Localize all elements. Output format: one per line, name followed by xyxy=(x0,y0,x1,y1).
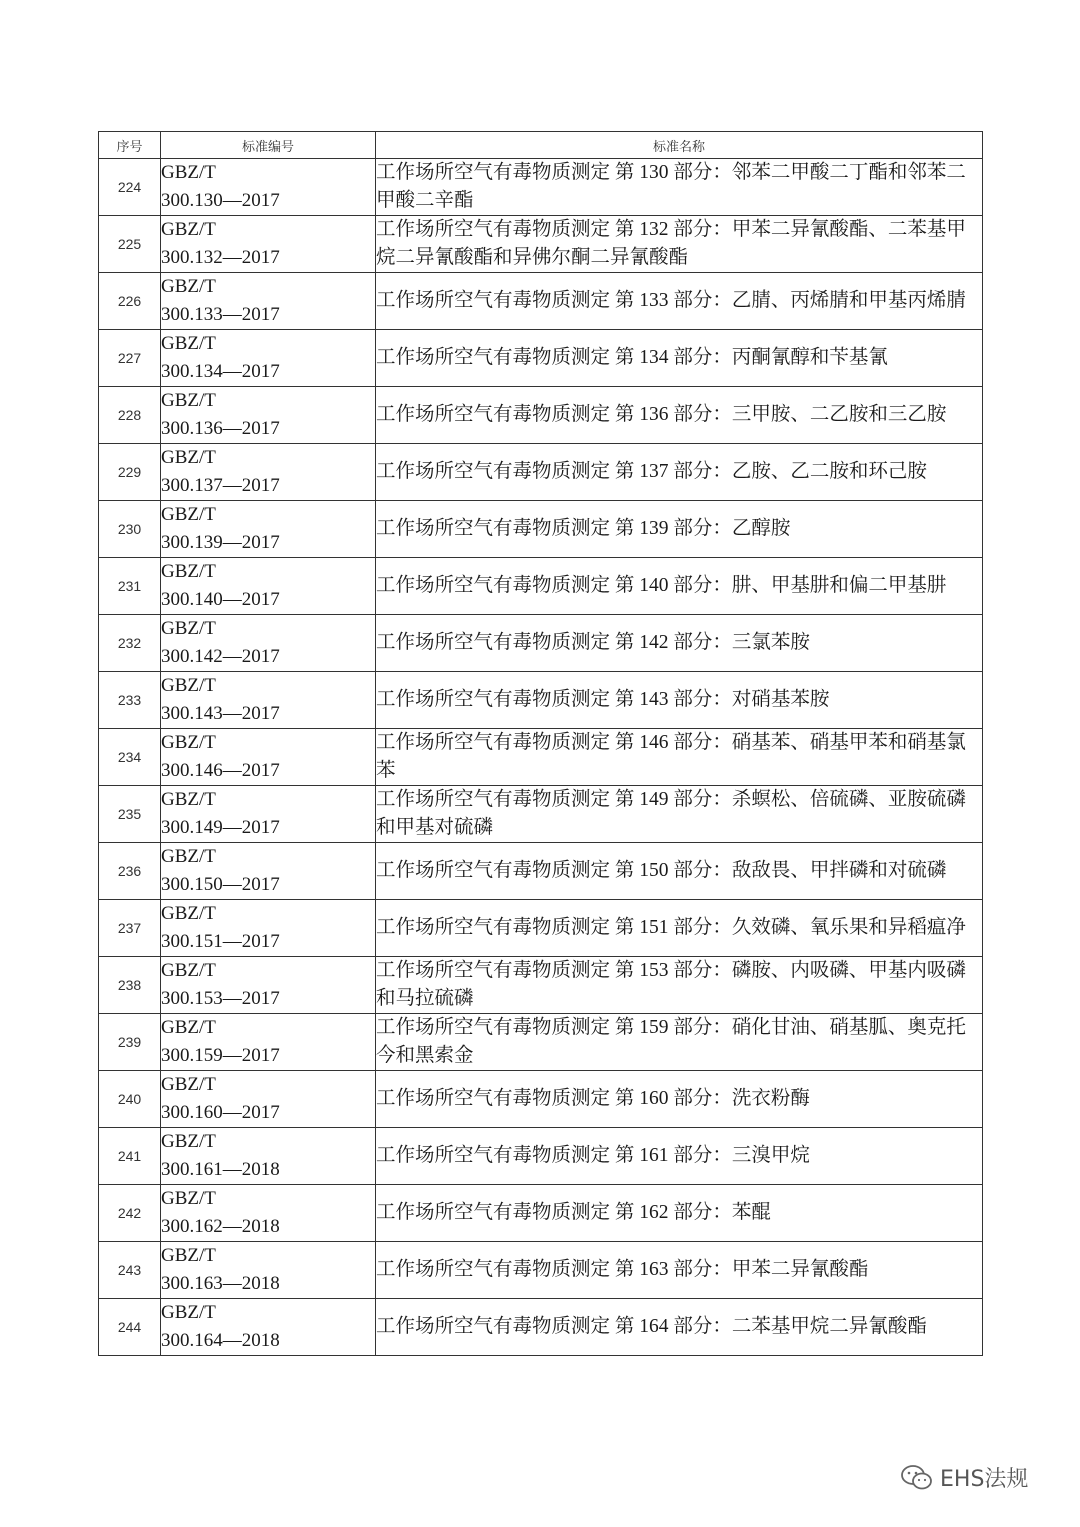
standards-table xyxy=(98,131,983,1356)
standard-code-prefix: GBZ/T xyxy=(161,1017,216,1038)
standard-code-prefix: GBZ/T xyxy=(161,846,216,867)
row-index: 225 xyxy=(99,216,161,273)
standard-code-number: 300.149—2017 xyxy=(161,817,280,838)
standard-code-number: 300.137—2017 xyxy=(161,475,280,496)
standard-name: 工作场所空气有毒物质测定 第 132 部分：甲苯二异氰酸酯、二苯基甲烷二异氰酸酯和异佛尔酮二异氰酸酯 xyxy=(376,216,983,273)
standard-name: 工作场所空气有毒物质测定 第 162 部分：苯醌 xyxy=(376,1185,983,1242)
standard-code-prefix: GBZ/T xyxy=(161,1245,216,1266)
row-index: 239 xyxy=(99,1014,161,1071)
standard-name: 工作场所空气有毒物质测定 第 136 部分：三甲胺、二乙胺和三乙胺 xyxy=(376,387,983,444)
table-row xyxy=(99,1299,983,1356)
standard-code-number: 300.161—2018 xyxy=(161,1159,280,1180)
table-row xyxy=(99,729,983,786)
standard-code-number: 300.146—2017 xyxy=(161,760,280,781)
standard-code xyxy=(161,900,376,957)
row-index: 241 xyxy=(99,1128,161,1185)
header-index: 序号 xyxy=(99,132,161,159)
standard-code-prefix: GBZ/T xyxy=(161,789,216,810)
standard-code-number: 300.133—2017 xyxy=(161,304,280,325)
standard-code-prefix: GBZ/T xyxy=(161,333,216,354)
standard-code-prefix: GBZ/T xyxy=(161,219,216,240)
standard-code-prefix: GBZ/T xyxy=(161,162,216,183)
standard-code-number: 300.139—2017 xyxy=(161,532,280,553)
standard-code xyxy=(161,1071,376,1128)
standard-code-number: 300.142—2017 xyxy=(161,646,280,667)
standard-code xyxy=(161,1299,376,1356)
standard-name: 工作场所空气有毒物质测定 第 163 部分：甲苯二异氰酸酯 xyxy=(376,1242,983,1299)
standard-code-prefix: GBZ/T xyxy=(161,675,216,696)
standard-code-number: 300.134—2017 xyxy=(161,361,280,382)
standard-name: 工作场所空气有毒物质测定 第 149 部分：杀螟松、倍硫磷、亚胺硫磷和甲基对硫磷 xyxy=(376,786,983,843)
standard-name: 工作场所空气有毒物质测定 第 137 部分：乙胺、乙二胺和环己胺 xyxy=(376,444,983,501)
wechat-icon xyxy=(900,1464,934,1492)
standard-code-number: 300.162—2018 xyxy=(161,1216,280,1237)
table-row xyxy=(99,672,983,729)
standard-code-number: 300.143—2017 xyxy=(161,703,280,724)
standard-name: 工作场所空气有毒物质测定 第 130 部分：邻苯二甲酸二丁酯和邻苯二甲酸二辛酯 xyxy=(376,159,983,216)
standard-code xyxy=(161,1185,376,1242)
header-code: 标准编号 xyxy=(161,132,376,159)
standard-code-prefix: GBZ/T xyxy=(161,960,216,981)
standard-code-prefix: GBZ/T xyxy=(161,447,216,468)
row-index: 244 xyxy=(99,1299,161,1356)
row-index: 231 xyxy=(99,558,161,615)
table-row xyxy=(99,900,983,957)
standard-code xyxy=(161,330,376,387)
table-row xyxy=(99,159,983,216)
standard-name: 工作场所空气有毒物质测定 第 143 部分：对硝基苯胺 xyxy=(376,672,983,729)
standard-code-prefix: GBZ/T xyxy=(161,732,216,753)
standard-code-number: 300.130—2017 xyxy=(161,190,280,211)
standard-code xyxy=(161,273,376,330)
standard-code-number: 300.140—2017 xyxy=(161,589,280,610)
standard-code xyxy=(161,672,376,729)
table-row xyxy=(99,387,983,444)
standard-code-prefix: GBZ/T xyxy=(161,903,216,924)
standard-code xyxy=(161,1014,376,1071)
standard-code-prefix: GBZ/T xyxy=(161,561,216,582)
table-body xyxy=(99,159,983,1356)
table-row xyxy=(99,1185,983,1242)
table-row xyxy=(99,786,983,843)
standard-code xyxy=(161,216,376,273)
row-index: 233 xyxy=(99,672,161,729)
standard-code-number: 300.132—2017 xyxy=(161,247,280,268)
standard-code xyxy=(161,444,376,501)
standard-code-prefix: GBZ/T xyxy=(161,1074,216,1095)
table-row xyxy=(99,444,983,501)
row-index: 226 xyxy=(99,273,161,330)
table-row xyxy=(99,843,983,900)
standard-code-number: 300.136—2017 xyxy=(161,418,280,439)
table-header-row xyxy=(99,132,983,159)
watermark xyxy=(900,1462,1028,1493)
row-index: 235 xyxy=(99,786,161,843)
standard-name: 工作场所空气有毒物质测定 第 134 部分：丙酮氰醇和苄基氰 xyxy=(376,330,983,387)
standard-name: 工作场所空气有毒物质测定 第 161 部分：三溴甲烷 xyxy=(376,1128,983,1185)
standard-code-prefix: GBZ/T xyxy=(161,504,216,525)
table-row xyxy=(99,615,983,672)
standard-name: 工作场所空气有毒物质测定 第 139 部分：乙醇胺 xyxy=(376,501,983,558)
standard-code-prefix: GBZ/T xyxy=(161,390,216,411)
table-row xyxy=(99,957,983,1014)
row-index: 224 xyxy=(99,159,161,216)
row-index: 229 xyxy=(99,444,161,501)
standard-code xyxy=(161,786,376,843)
standard-code xyxy=(161,957,376,1014)
standard-code-number: 300.164—2018 xyxy=(161,1330,280,1351)
standard-name: 工作场所空气有毒物质测定 第 140 部分：肼、甲基肼和偏二甲基肼 xyxy=(376,558,983,615)
standard-code-number: 300.163—2018 xyxy=(161,1273,280,1294)
standard-code-prefix: GBZ/T xyxy=(161,1188,216,1209)
standard-name: 工作场所空气有毒物质测定 第 164 部分：二苯基甲烷二异氰酸酯 xyxy=(376,1299,983,1356)
standard-name: 工作场所空气有毒物质测定 第 160 部分：洗衣粉酶 xyxy=(376,1071,983,1128)
standard-code-prefix: GBZ/T xyxy=(161,1131,216,1152)
standard-code-number: 300.160—2017 xyxy=(161,1102,280,1123)
row-index: 243 xyxy=(99,1242,161,1299)
standard-code-prefix: GBZ/T xyxy=(161,618,216,639)
row-index: 240 xyxy=(99,1071,161,1128)
table-row xyxy=(99,501,983,558)
standard-code xyxy=(161,501,376,558)
standard-code xyxy=(161,729,376,786)
row-index: 227 xyxy=(99,330,161,387)
standard-code-prefix: GBZ/T xyxy=(161,276,216,297)
row-index: 234 xyxy=(99,729,161,786)
standard-name: 工作场所空气有毒物质测定 第 133 部分：乙腈、丙烯腈和甲基丙烯腈 xyxy=(376,273,983,330)
standard-name: 工作场所空气有毒物质测定 第 142 部分：三氯苯胺 xyxy=(376,615,983,672)
table-row xyxy=(99,273,983,330)
row-index: 238 xyxy=(99,957,161,1014)
table-row xyxy=(99,1128,983,1185)
row-index: 230 xyxy=(99,501,161,558)
row-index: 236 xyxy=(99,843,161,900)
standard-code-number: 300.150—2017 xyxy=(161,874,280,895)
standard-code-number: 300.153—2017 xyxy=(161,988,280,1009)
header-name: 标准名称 xyxy=(376,132,983,159)
row-index: 237 xyxy=(99,900,161,957)
standard-name: 工作场所空气有毒物质测定 第 159 部分：硝化甘油、硝基胍、奥克托今和黑索金 xyxy=(376,1014,983,1071)
table-row xyxy=(99,1242,983,1299)
standard-code-number: 300.151—2017 xyxy=(161,931,280,952)
standard-code-number: 300.159—2017 xyxy=(161,1045,280,1066)
table-row xyxy=(99,216,983,273)
standard-code xyxy=(161,843,376,900)
standard-name: 工作场所空气有毒物质测定 第 151 部分：久效磷、氧乐果和异稻瘟净 xyxy=(376,900,983,957)
standard-code xyxy=(161,159,376,216)
row-index: 228 xyxy=(99,387,161,444)
table-row xyxy=(99,1014,983,1071)
standard-code-prefix: GBZ/T xyxy=(161,1302,216,1323)
row-index: 242 xyxy=(99,1185,161,1242)
standard-name: 工作场所空气有毒物质测定 第 146 部分：硝基苯、硝基甲苯和硝基氯苯 xyxy=(376,729,983,786)
standard-code xyxy=(161,1242,376,1299)
table-row xyxy=(99,330,983,387)
watermark-text: EHS法规 xyxy=(940,1467,1029,1492)
table-row xyxy=(99,558,983,615)
table-row xyxy=(99,1071,983,1128)
standard-code xyxy=(161,1128,376,1185)
standard-code xyxy=(161,558,376,615)
standard-name: 工作场所空气有毒物质测定 第 153 部分：磷胺、内吸磷、甲基内吸磷和马拉硫磷 xyxy=(376,957,983,1014)
standard-code xyxy=(161,615,376,672)
standard-code xyxy=(161,387,376,444)
standard-name: 工作场所空气有毒物质测定 第 150 部分：敌敌畏、甲拌磷和对硫磷 xyxy=(376,843,983,900)
row-index: 232 xyxy=(99,615,161,672)
